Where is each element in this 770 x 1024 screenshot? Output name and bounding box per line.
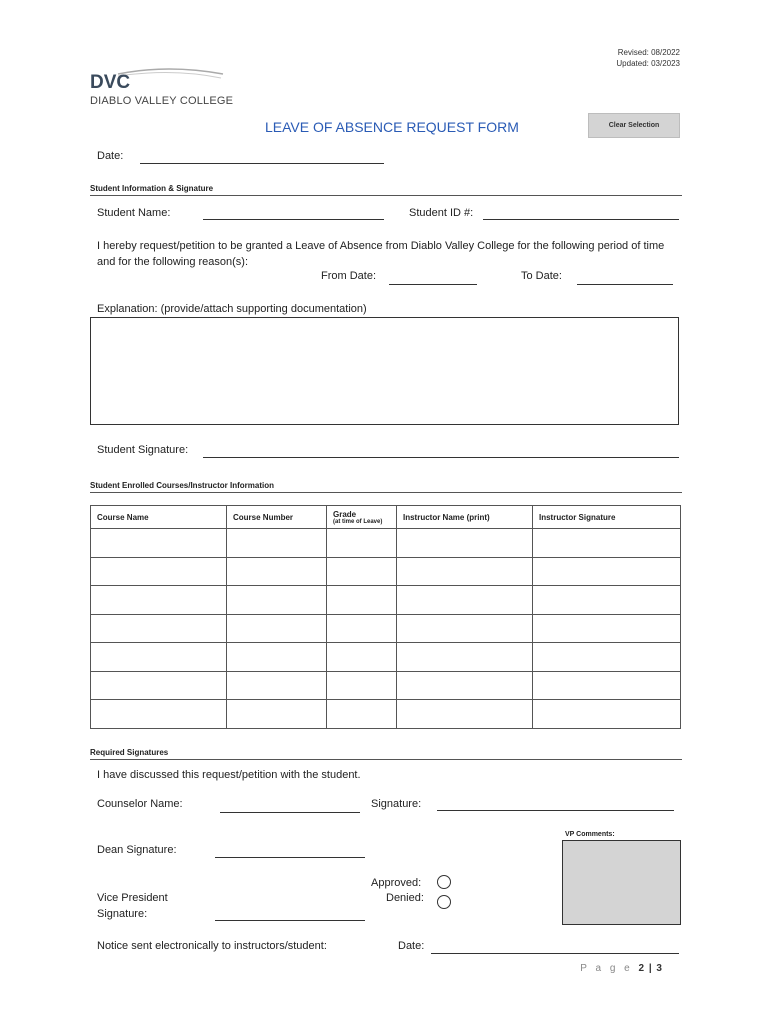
form-title: LEAVE OF ABSENCE REQUEST FORM bbox=[265, 119, 519, 135]
table-row bbox=[91, 586, 681, 615]
updated-date: Updated: 03/2023 bbox=[616, 59, 680, 68]
notice-label: Notice sent electronically to instructors/student: bbox=[97, 940, 327, 952]
col-grade-sub: (at time of Leave) bbox=[333, 518, 383, 525]
table-cell[interactable] bbox=[91, 557, 227, 586]
table-row bbox=[91, 671, 681, 700]
explanation-label: Explanation: (provide/attach supporting documentation) bbox=[97, 303, 367, 315]
table-cell[interactable] bbox=[327, 529, 397, 558]
table-cell[interactable] bbox=[533, 529, 681, 558]
notice-date-label: Date: bbox=[398, 940, 425, 952]
col-course-name: Course Name bbox=[91, 506, 227, 529]
to-date-field[interactable] bbox=[577, 284, 673, 285]
table-cell[interactable] bbox=[397, 614, 533, 643]
table-row bbox=[91, 643, 681, 672]
table-header-row bbox=[91, 506, 681, 529]
table-cell[interactable] bbox=[91, 643, 227, 672]
page-count: 2 | 3 bbox=[638, 963, 663, 974]
revised-date: Revised: 08/2022 bbox=[617, 48, 680, 57]
col-grade bbox=[327, 506, 397, 529]
table-row bbox=[91, 529, 681, 558]
table-cell[interactable] bbox=[533, 557, 681, 586]
section-divider bbox=[90, 759, 682, 760]
table-cell[interactable] bbox=[227, 557, 327, 586]
table-cell[interactable] bbox=[533, 700, 681, 729]
table-cell[interactable] bbox=[533, 671, 681, 700]
denied-label: Denied: bbox=[386, 892, 424, 904]
table-cell[interactable] bbox=[397, 671, 533, 700]
table-row bbox=[91, 700, 681, 729]
student-signature-field[interactable] bbox=[203, 457, 679, 458]
table-cell[interactable] bbox=[397, 700, 533, 729]
student-name-field[interactable] bbox=[203, 219, 384, 220]
table-cell[interactable] bbox=[327, 643, 397, 672]
student-id-field[interactable] bbox=[483, 219, 679, 220]
table-cell[interactable] bbox=[227, 586, 327, 615]
counselor-signature-field[interactable] bbox=[437, 810, 674, 811]
table-cell[interactable] bbox=[227, 529, 327, 558]
vp-signature-field[interactable] bbox=[215, 920, 365, 921]
table-cell[interactable] bbox=[227, 643, 327, 672]
courses-section-heading: Student Enrolled Courses/Instructor Information bbox=[90, 481, 275, 490]
table-cell[interactable] bbox=[327, 700, 397, 729]
dean-signature-label: Dean Signature: bbox=[97, 844, 177, 856]
section-divider bbox=[90, 492, 682, 493]
table-cell[interactable] bbox=[533, 586, 681, 615]
table-cell[interactable] bbox=[397, 643, 533, 672]
from-date-label: From Date: bbox=[321, 270, 377, 282]
dean-signature-field[interactable] bbox=[215, 857, 365, 858]
request-statement: I hereby request/petition to be granted a Leave of Absence from Diablo Valley College for the following period of time and for the following reason(s): bbox=[97, 240, 665, 268]
table-row bbox=[91, 614, 681, 643]
table-cell[interactable] bbox=[327, 557, 397, 586]
col-instructor-name: Instructor Name (print) bbox=[397, 506, 533, 529]
approved-radio[interactable] bbox=[437, 875, 451, 889]
table-cell[interactable] bbox=[533, 614, 681, 643]
table-cell[interactable] bbox=[227, 614, 327, 643]
date-label: Date: bbox=[97, 150, 124, 162]
table-cell[interactable] bbox=[533, 643, 681, 672]
discussed-statement: I have discussed this request/petition with the student. bbox=[97, 769, 361, 781]
college-logo: DVC bbox=[90, 72, 131, 93]
table-cell[interactable] bbox=[91, 586, 227, 615]
date-field[interactable] bbox=[140, 163, 384, 164]
table-cell[interactable] bbox=[397, 557, 533, 586]
revision-info bbox=[616, 47, 680, 69]
approved-label: Approved: bbox=[371, 877, 422, 889]
to-date-label: To Date: bbox=[521, 270, 562, 282]
counselor-name-field[interactable] bbox=[220, 812, 360, 813]
from-date-field[interactable] bbox=[389, 284, 477, 285]
table-cell[interactable] bbox=[91, 529, 227, 558]
table-cell[interactable] bbox=[91, 614, 227, 643]
table-cell[interactable] bbox=[227, 671, 327, 700]
signatures-section-heading: Required Signatures bbox=[90, 748, 169, 757]
student-signature-label: Student Signature: bbox=[97, 444, 189, 456]
table-cell[interactable] bbox=[91, 671, 227, 700]
clear-selection-button[interactable]: Clear Selection bbox=[588, 113, 680, 138]
col-course-number: Course Number bbox=[227, 506, 327, 529]
vp-comments-label: VP Comments: bbox=[565, 831, 615, 838]
courses-table bbox=[90, 505, 681, 729]
table-cell[interactable] bbox=[397, 529, 533, 558]
page-number bbox=[580, 963, 663, 974]
student-id-label: Student ID #: bbox=[409, 207, 474, 219]
student-name-label: Student Name: bbox=[97, 207, 171, 219]
vp-comments-box[interactable] bbox=[562, 840, 681, 925]
col-grade-label: Grade bbox=[333, 509, 357, 519]
table-cell[interactable] bbox=[227, 700, 327, 729]
table-row bbox=[91, 557, 681, 586]
vp-signature-label-line2: Signature: bbox=[97, 908, 148, 920]
table-cell[interactable] bbox=[397, 586, 533, 615]
table-cell[interactable] bbox=[327, 614, 397, 643]
page-word: P a g e bbox=[580, 963, 633, 974]
table-cell[interactable] bbox=[327, 586, 397, 615]
college-name: DIABLO VALLEY COLLEGE bbox=[90, 95, 234, 107]
denied-radio[interactable] bbox=[437, 895, 451, 909]
student-section-heading: Student Information & Signature bbox=[90, 184, 214, 193]
table-cell[interactable] bbox=[327, 671, 397, 700]
counselor-signature-label: Signature: bbox=[371, 798, 422, 810]
col-instructor-signature: Instructor Signature bbox=[533, 506, 681, 529]
counselor-name-label: Counselor Name: bbox=[97, 798, 183, 810]
table-cell[interactable] bbox=[91, 700, 227, 729]
notice-date-field[interactable] bbox=[431, 953, 679, 954]
section-divider bbox=[90, 195, 682, 196]
explanation-textarea[interactable] bbox=[90, 317, 679, 425]
vp-signature-label-line1: Vice President bbox=[97, 892, 168, 904]
